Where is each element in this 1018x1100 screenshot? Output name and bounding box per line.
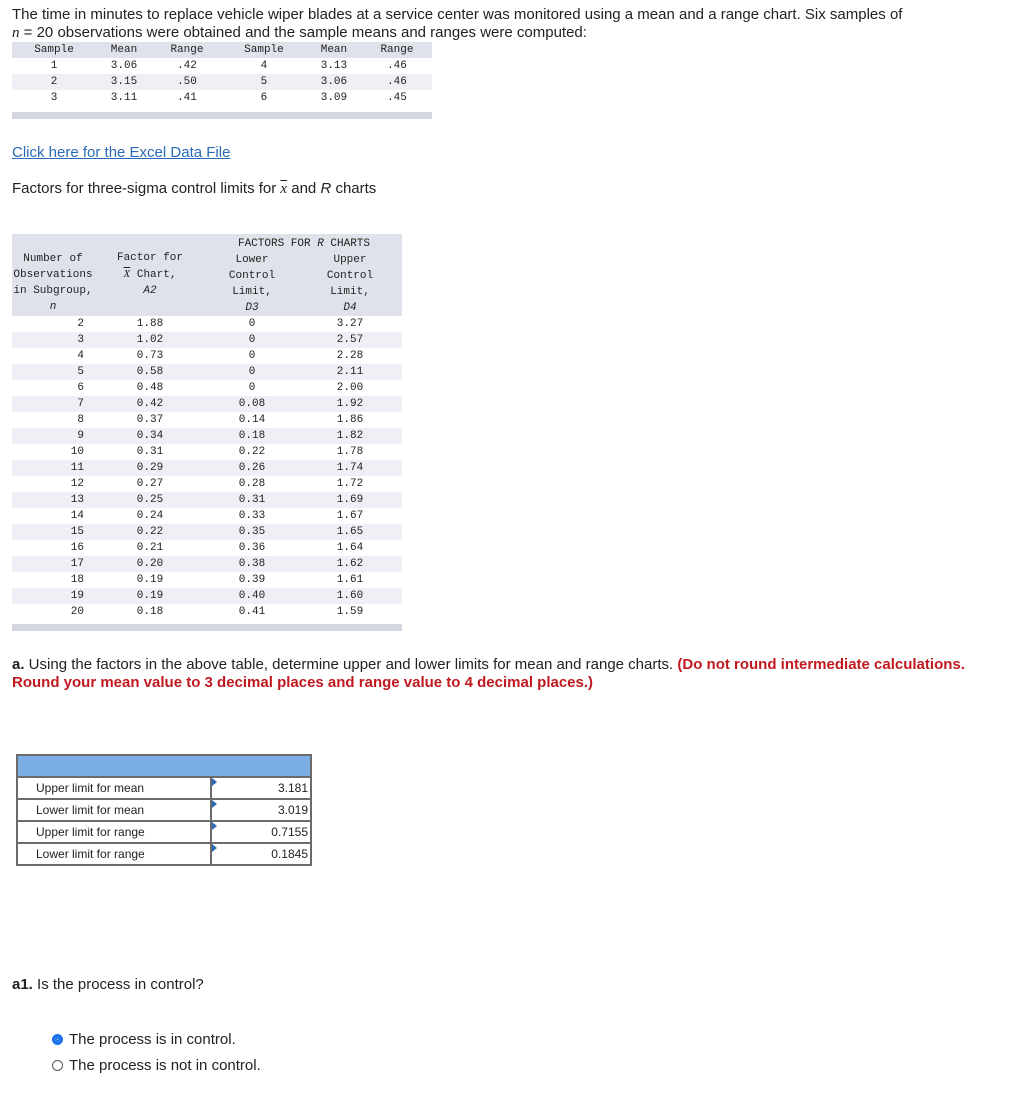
factors-cell: 1.86 [336,414,364,426]
header-n-line: in Subgroup, [13,285,93,297]
radio-selected-icon[interactable] [52,1034,63,1045]
header-r-group-prefix: FACTORS FOR [237,238,318,250]
samples-cell: .41 [177,92,197,104]
factors-row [12,332,402,348]
factors-cell: 0.08 [206,396,298,412]
factors-cell: 1.60 [298,588,402,604]
factors-table-footer-bar [12,624,402,631]
factors-cell: 0.20 [94,556,206,572]
factors-cell: 0.18 [136,606,164,618]
header-d4-line: Limit, [330,286,370,298]
answer-value: 3.019 [277,803,308,817]
factors-cell: 18 [70,574,84,586]
header-a2-line: Factor for [116,252,183,264]
factors-cell: 2.00 [336,382,364,394]
factors-cell: 0.38 [206,556,298,572]
factors-row [12,428,402,444]
factors-cell: 0.41 [238,606,266,618]
header-a2-line: Chart, [130,269,177,281]
factors-row [12,460,402,476]
answer-label: Lower limit for range [17,843,211,865]
samples-cell: 5 [222,74,306,90]
answer-table [16,754,312,866]
factors-cell: 20 [70,606,84,618]
option-in-control[interactable] [52,1026,261,1052]
header-d3-line: Lower [235,254,269,266]
factors-cell: 3 [12,332,94,348]
header-d3-symbol: D3 [245,302,259,314]
n-symbol: n [12,25,20,41]
option-label: The process is in control. [69,1030,236,1048]
factors-cell: 0.31 [136,446,164,458]
factors-cell: 5 [12,364,94,380]
factors-caption [12,180,376,198]
samples-row [12,90,432,106]
factors-table [12,234,402,620]
header-d4-line: Control [326,270,374,282]
header-d3-line: Control [228,270,276,282]
samples-cell: 3.09 [320,92,348,104]
factors-cell: 0 [248,318,256,330]
factors-cell: 0.26 [206,460,298,476]
factors-cell: 15 [12,524,94,540]
header-d3-line: Limit, [232,286,272,298]
factors-cell: 0.37 [136,414,164,426]
factors-cell: 1.02 [94,332,206,348]
factors-cell: 0 [206,364,298,380]
factors-cell: 10 [70,446,84,458]
samples-row [12,74,432,90]
answer-row [17,799,311,821]
factors-row [12,524,402,540]
xbar-symbol: $\overline{x}$ [280,181,288,197]
factors-row [12,556,402,572]
answer-value: 0.7155 [271,825,308,839]
factors-cell: 2 [77,318,84,330]
header-n-symbol: n [49,301,57,313]
xbar-symbol: $\overline{X}$ [123,268,131,280]
problem-intro [12,6,1002,42]
factors-row [12,540,402,556]
question-a1-text: Is the process in control? [32,976,204,993]
factors-cell: 0.27 [136,478,164,490]
factors-cell: 1.61 [336,574,364,586]
factors-cell: 0.14 [238,414,266,426]
header-a2-symbol: A2 [143,285,157,297]
samples-cell: .50 [152,74,222,90]
header-r-group-r: R [317,238,324,250]
upper-limit-range-input[interactable] [211,821,311,843]
factors-cell: 0.34 [94,428,206,444]
question-a [12,656,972,692]
answer-row [17,777,311,799]
factors-row [12,492,402,508]
header-r-group [206,234,402,252]
answer-row [17,821,311,843]
lower-limit-range-input[interactable] [211,843,311,865]
samples-header: Range [362,42,432,58]
header-n [12,234,94,316]
factors-cell: 1.69 [298,492,402,508]
answer-label: Lower limit for mean [17,799,211,821]
samples-header: Sample [12,42,96,58]
factors-caption-mid: and [287,180,321,197]
factors-row [12,348,402,364]
factors-cell: 1.59 [336,606,364,618]
factors-cell: 1.82 [298,428,402,444]
samples-cell: 3.06 [306,74,362,90]
factors-cell: 14 [70,510,84,522]
samples-table-footer-bar [12,112,432,119]
factors-cell: 1.64 [336,542,364,554]
samples-cell: 3.11 [110,92,138,104]
samples-cell: 6 [260,92,268,104]
intro-line-1: The time in minutes to replace vehicle wiper blades at a service center was monitored using a mean and a range chart. Six samples of [12,6,903,23]
factors-cell: 11 [12,460,94,476]
factors-cell: 0.40 [206,588,298,604]
factors-cell: 0.28 [238,478,266,490]
samples-header: Mean [306,42,362,58]
rounding-instruction: (Do not round intermediate calculations. Round your mean value to 3 decimal places and range value to 4 decimal places.) [12,656,965,691]
factors-row [12,604,402,620]
factors-cell: 0.35 [206,524,298,540]
factors-cell: 0.29 [94,460,206,476]
factors-cell: 0.58 [94,364,206,380]
answer-label: Upper limit for mean [17,777,211,799]
factors-cell: 1.92 [298,396,402,412]
intro-line-2: = 20 observations were obtained and the sample means and ranges were computed: [19,24,587,41]
samples-cell: 3.06 [110,60,138,72]
samples-header-row [12,42,432,58]
upper-limit-mean-input[interactable] [211,777,311,799]
input-marker-icon [212,822,217,830]
samples-cell: 3.13 [320,60,348,72]
samples-row [12,58,432,74]
factors-cell: 0.36 [238,542,266,554]
radio-unselected-icon[interactable] [52,1060,63,1071]
factors-cell: 1.65 [298,524,402,540]
input-marker-icon [212,800,217,808]
factors-cell: 0.19 [136,574,164,586]
factors-cell: 0.39 [238,574,266,586]
control-options [52,1026,261,1078]
factors-cell: 19 [12,588,94,604]
factors-row [12,476,402,492]
factors-row [12,316,402,332]
question-label: a. [12,656,25,673]
factors-cell: 0 [248,350,256,362]
factors-cell: 1.78 [336,446,364,458]
factors-row [12,412,402,428]
samples-cell: 2 [12,74,96,90]
header-n-line: Number of [23,253,83,265]
factors-cell: 16 [70,542,84,554]
factors-cell: 0.25 [94,492,206,508]
question-text: Using the factors in the above table, determine upper and lower limits for mean and range charts. [24,656,678,673]
factors-cell: 0.22 [238,446,266,458]
r-symbol: R [320,180,332,197]
header-r-group-suffix: CHARTS [323,238,371,250]
question-a1 [12,976,204,993]
factors-cell: 1.88 [136,318,164,330]
factors-row [12,364,402,380]
samples-header: Range [152,42,222,58]
samples-header: Sample [222,42,306,58]
factors-cell: 0.73 [136,350,164,362]
factors-cell: 2.57 [298,332,402,348]
lower-limit-mean-input[interactable] [211,799,311,821]
factors-cell: 3.27 [336,318,364,330]
header-d4-symbol: D4 [343,302,357,314]
factors-cell: 0.19 [94,588,206,604]
samples-table [12,42,432,106]
option-not-in-control[interactable] [52,1052,261,1078]
factors-cell: 0.31 [206,492,298,508]
factors-cell: 0.33 [238,510,266,522]
factors-cell: 0 [248,382,256,394]
factors-cell: 12 [70,478,84,490]
factors-cell: 4 [77,350,84,362]
header-d4-line: Upper [333,254,367,266]
factors-cell: 2.28 [336,350,364,362]
answer-table-header [17,755,311,777]
factors-row [12,396,402,412]
factors-cell: 8 [77,414,84,426]
samples-cell: .45 [387,92,407,104]
option-label: The process is not in control. [69,1056,261,1074]
answer-label: Upper limit for range [17,821,211,843]
factors-cell: 1.74 [298,460,402,476]
factors-row [12,508,402,524]
samples-cell: 1 [50,60,58,72]
header-n-line: Observations [13,269,93,281]
factors-cell: 0.22 [94,524,206,540]
factors-row [12,380,402,396]
factors-caption-suffix: charts [331,180,377,197]
factors-cell: 0.48 [136,382,164,394]
factors-row [12,588,402,604]
samples-cell: .46 [387,60,407,72]
factors-cell: 9 [12,428,94,444]
factors-cell: 0.42 [94,396,206,412]
factors-cell: 7 [12,396,94,412]
input-marker-icon [212,778,217,786]
factors-cell: 17 [12,556,94,572]
factors-row [12,444,402,460]
factors-table-body [12,316,402,620]
factors-cell: 13 [12,492,94,508]
factors-cell: 6 [77,382,84,394]
answer-table-header-cell [17,755,311,777]
samples-cell: .46 [362,74,432,90]
header-a2 [94,234,206,316]
factors-cell: 0 [206,332,298,348]
excel-data-file-link[interactable]: Click here for the Excel Data File [12,144,231,161]
factors-cell: 0.24 [136,510,164,522]
factors-cell: 1.67 [336,510,364,522]
factors-cell: 1.72 [336,478,364,490]
samples-cell: 3.15 [96,74,152,90]
samples-cell: 4 [260,60,268,72]
factors-cell: 1.62 [298,556,402,572]
header-d4 [298,252,402,316]
samples-header: Mean [96,42,152,58]
header-d3 [206,252,298,316]
question-a1-label: a1. [12,976,33,993]
factors-row [12,572,402,588]
input-marker-icon [212,844,217,852]
answer-value: 0.1845 [271,847,308,861]
answer-value: 3.181 [277,781,308,795]
samples-cell: .42 [177,60,197,72]
answer-row [17,843,311,865]
factors-cell: 0.21 [136,542,164,554]
factors-cell: 2.11 [298,364,402,380]
samples-cell: 3 [50,92,58,104]
factors-caption-prefix: Factors for three-sigma control limits for [12,180,281,197]
factors-cell: 0.18 [206,428,298,444]
